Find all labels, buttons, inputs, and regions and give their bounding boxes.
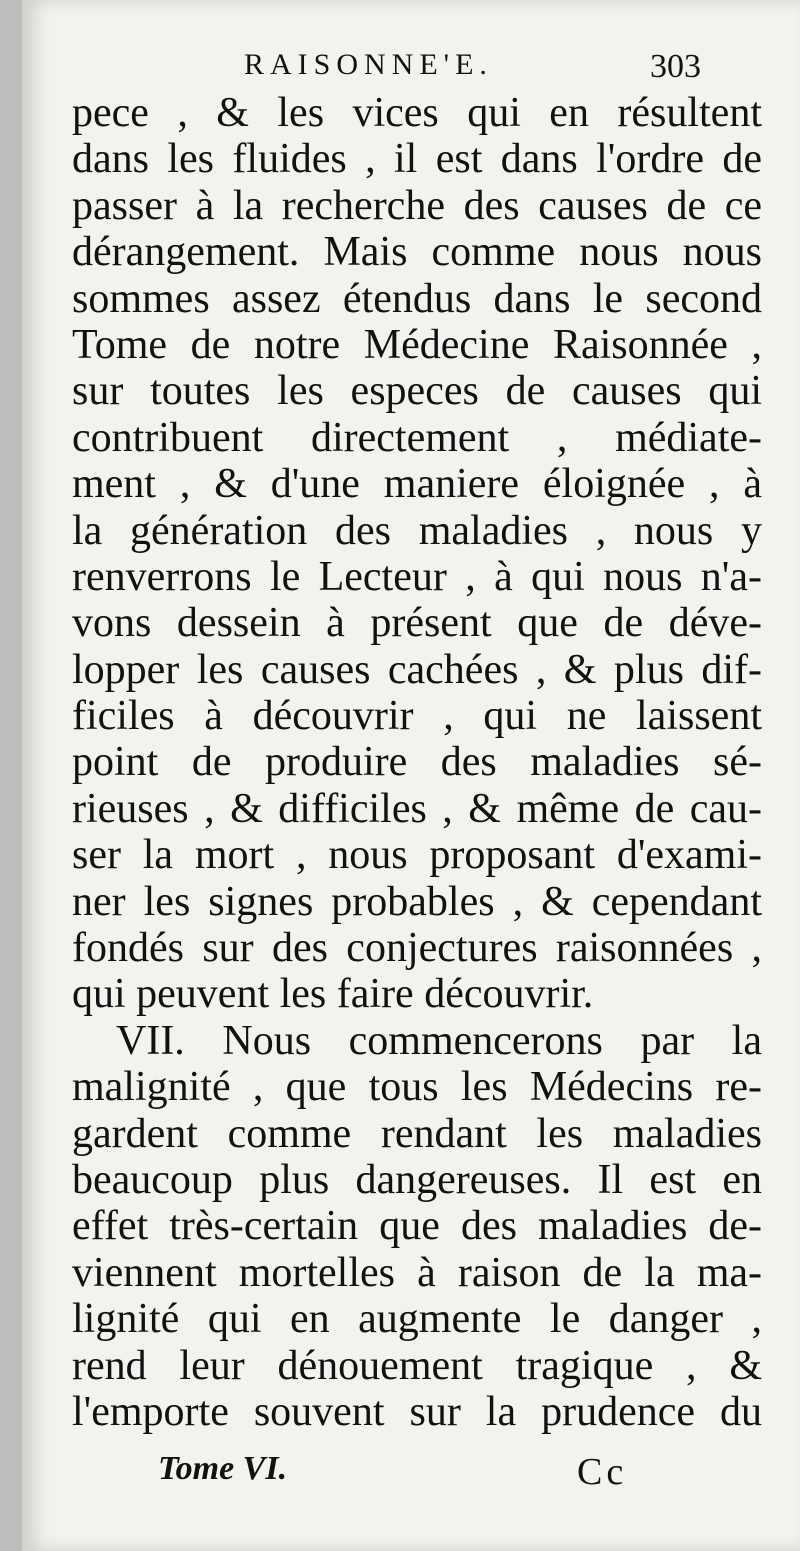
paragraph-end-line: qui peuvent les faire découvrir. <box>72 971 594 1018</box>
text-line: renverrons le Lecteur , à qui nous n'a- <box>72 553 762 600</box>
text-line: vons dessein à présent que de déve- <box>72 600 762 647</box>
volume-signature: Tome VI. <box>158 1450 288 1487</box>
paragraph-start-line: VII. Nous commencerons par la <box>116 1017 762 1064</box>
text-line: dans les fluides , il est dans l'ordre de <box>72 136 762 183</box>
text-line: gardent comme rendant les maladies <box>72 1110 762 1157</box>
book-page <box>22 0 800 1551</box>
text-line: point de produire des maladies sé- <box>72 739 762 786</box>
text-line: lopper les causes cachées , & plus dif- <box>72 646 762 693</box>
text-line: lignité qui en augmente le danger , <box>72 1296 762 1343</box>
page-footer <box>22 1450 800 1500</box>
page-number: 303 <box>650 48 701 85</box>
running-head <box>22 48 800 88</box>
text-line: fondés sur des conjectures raisonnées , <box>72 925 762 972</box>
text-line: beaucoup plus dangereuses. Il est en <box>72 1156 762 1203</box>
text-line: ner les signes probables , & cependant <box>72 878 762 925</box>
text-line: effet très-certain que des maladies de- <box>72 1203 762 1250</box>
text-line: ment , & d'une maniere éloignée , à <box>72 461 762 508</box>
text-line: contribuent directement , médiate- <box>72 414 762 461</box>
text-line: rend leur dénouement tragique , & <box>72 1342 762 1389</box>
text-line: viennent mortelles à raison de la ma- <box>72 1249 762 1296</box>
running-title: RAISONNE'E. <box>244 48 493 81</box>
text-line: dérangement. Mais comme nous nous <box>72 229 762 276</box>
text-line: sommes assez étendus dans le second <box>72 275 762 322</box>
signature-mark: Cc <box>577 1451 628 1493</box>
text-line: la génération des maladies , nous y <box>72 507 762 554</box>
text-line: sur toutes les especes de causes qui <box>72 368 762 415</box>
text-line: passer à la recherche des causes de ce <box>72 182 762 229</box>
text-line: ficiles à découvrir , qui ne laissent <box>72 693 762 740</box>
text-line: malignité , que tous les Médecins re- <box>72 1064 762 1111</box>
text-line: ser la mort , nous proposant d'exami- <box>72 832 762 879</box>
text-line: Tome de notre Médecine Raisonnée , <box>72 321 762 368</box>
text-line: pece , & les vices qui en résultent <box>72 90 762 136</box>
body-text <box>72 90 762 1435</box>
text-line: l'emporte souvent sur la prudence du <box>72 1388 762 1435</box>
text-line: rieuses , & difficiles , & même de cau- <box>72 785 762 832</box>
